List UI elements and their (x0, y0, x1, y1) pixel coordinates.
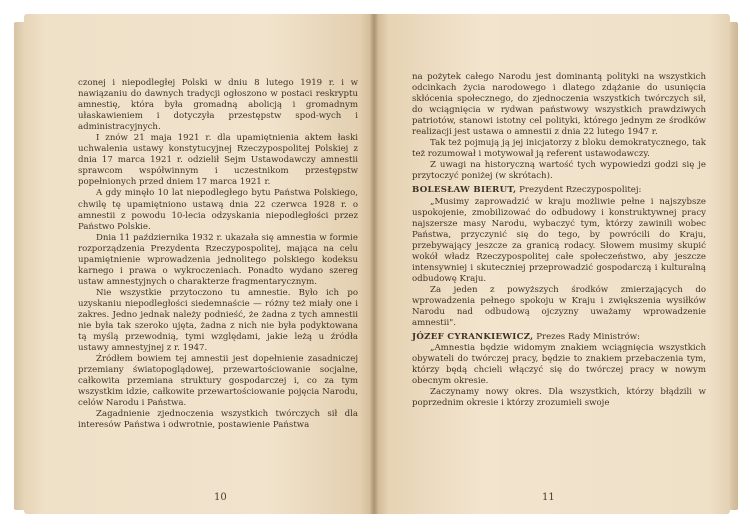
quoted-author: JÓZEF CYRANKIEWICZ, (412, 332, 534, 343)
paragraph-text: Z uwagi na historyczną wartość tych wypowiedzi godzi się je przytoczyć poniżej (w skrótach). (412, 160, 706, 182)
paragraph (412, 185, 706, 196)
paragraph (78, 409, 358, 431)
paragraph-text: I znów 21 maja 1921 r. dla upamiętnienia aktem łaski uchwalenia ustawy konstytucyjnej Rzeczypospolitej Polskiej z dnia 17 marca 1921 r. odzielił Sejm Ustawodawczy amnestii sprawcom współwinnym i uczestnikom przestępstw popełnionych przed dniem 17 marca 1921 r. (78, 133, 358, 188)
paragraph-text: Za jeden z powyższych środków zmierzających do wprowadzenia pełnego spokoju w Kraju i zwiększenia wysiłków Narodu nad odbudową ojczyzny uważamy wprowadzenie amnestii". (412, 284, 706, 329)
paragraph (78, 233, 358, 288)
paragraph (78, 133, 358, 188)
paragraph-text: „Amnestia będzie widomym znakiem wciągnięcia wszystkich obywateli do twórczej pracy, będzie to znakiem przebaczenia tym, którzy będą chcieli włączyć się do twórczej pracy w nowym obecnym okresie. (412, 343, 706, 387)
paragraph (412, 387, 706, 409)
left-page (24, 14, 374, 514)
paragraph-text: Nie wszystkie przytoczono tu amnestie. Było ich po uzyskaniu niepodległości siedemnaście — różny też miały one i zakres. Jedno jednak należy podnieść, że żadna z tych amnestii nie była tak szeroko ujęta, żadna z nich nie była podyktowana tą myślą przewodnią, tymi względami, jakie leżą u źródła ustawy amnestyjnej z r. 1947. (78, 287, 358, 354)
paragraph (412, 72, 706, 138)
paragraph-text: Tak też pojmują ją jej inicjatorzy z bloku demokratycznego, tak też rozumował i motywował ją referent ustawodawczy. (412, 138, 706, 160)
paragraph-text: na pożytek całego Narodu jest dominantą polityki na wszystkich odcinkach życia narodowego i dlatego zdążanie do usunięcia skłócenia społecznego, do zjednoczenia wszystkich twórczych sił, do wciągnięcia w rydwan państwowy wszystkich prawdziwych patriotów, stanowi istotny cel polityki, którego jednym ze środków realizacji jest ustawa o amnestii z dnia 22 lutego 1947 r. (412, 72, 706, 138)
paragraph-text: Dnia 11 października 1932 r. ukazała się amnestia w formie rozporządzenia Prezydenta Rzeczypospolitej, mająca na celu upamiętnienie wprowadzenia jednolitego polskiego kodeksu karnego i prawa o wykroczeniach. Ponadto wydano szereg ustaw amnestyjnych o charakterze fragmentarycznym. (78, 232, 358, 287)
left-page-text (78, 78, 358, 432)
right-page-number: 11 (542, 492, 555, 503)
paragraph (412, 160, 706, 182)
left-page-number: 10 (214, 492, 227, 503)
paragraph (78, 78, 358, 133)
paragraph-text: Prezes Rady Ministrów: (533, 332, 641, 343)
paragraph (412, 332, 706, 343)
book-gutter (370, 14, 378, 514)
paragraph-text: „Musimy zaprowadzić w kraju możliwie pełne i najszybsze uspokojenie, zmobilizować do odbudowy i konstruktywnej pracy najszersze masy Narodu, wybaczyć tym, którzy zawinili wobec Państwa, przyczynić się do tego, by powrócili do Kraju, przebywający jeszcze za granicą rodacy. Słowem musimy skupić wokół władz Rzeczypospolitej całe społeczeństwo, aby jeszcze intensywniej i skuteczniej przeprowadzić gospodarczą i kulturalną odbudowę Kraju. (412, 196, 706, 284)
paragraph (78, 354, 358, 409)
paragraph-text: A gdy minęło 10 lat niepodległego bytu Państwa Polskiego, chwilę tę upamiętniono ustawą dnia 22 czerwca 1928 r. o amnestii z powodu 10-lecia odzyskania niepodległości przez Państwo Polskie. (78, 188, 358, 232)
paragraph-text: Prezydent Rzeczypospolitej: (516, 185, 642, 196)
paragraph (78, 188, 358, 232)
quoted-author: BOLESŁAW BIERUT, (412, 185, 517, 196)
paragraph-text: czonej i niepodległej Polski w dniu 8 lutego 1919 r. i w nawiązaniu do dawnych tradycji ogłoszono w postaci reskryptu amnestię, która była gromadną abolicją i gromadnym ułaskawieniem i dotyczyła przestępstw spod-wych i administracyjnych. (78, 78, 358, 133)
paragraph-text: Zagadnienie zjednoczenia wszystkich twórczych sił dla interesów Państwa i odwrotnie, postawienie Państwa (78, 409, 358, 431)
right-page-text (412, 72, 706, 409)
paragraph-text: Zaczynamy nowy okres. Dla wszystkich, którzy błądzili w poprzednim okresie i którzy zrozumieli swoje (412, 387, 706, 409)
paragraph-text: Źródłem bowiem tej amnestii jest dopełnienie zasadniczej przemiany światopoglądowej, przewartościowanie socjalne, całkowita przemiana struktury gospodarczej i, co za tym wszystkim idzie, całkowite przewartościowanie pojęcia Narodu, celów Narodu i Państwa. (78, 354, 358, 409)
paragraph (412, 197, 706, 285)
paragraph (412, 138, 706, 160)
paragraph (412, 285, 706, 329)
paragraph (78, 288, 358, 354)
right-page (374, 14, 730, 514)
paragraph (412, 343, 706, 387)
